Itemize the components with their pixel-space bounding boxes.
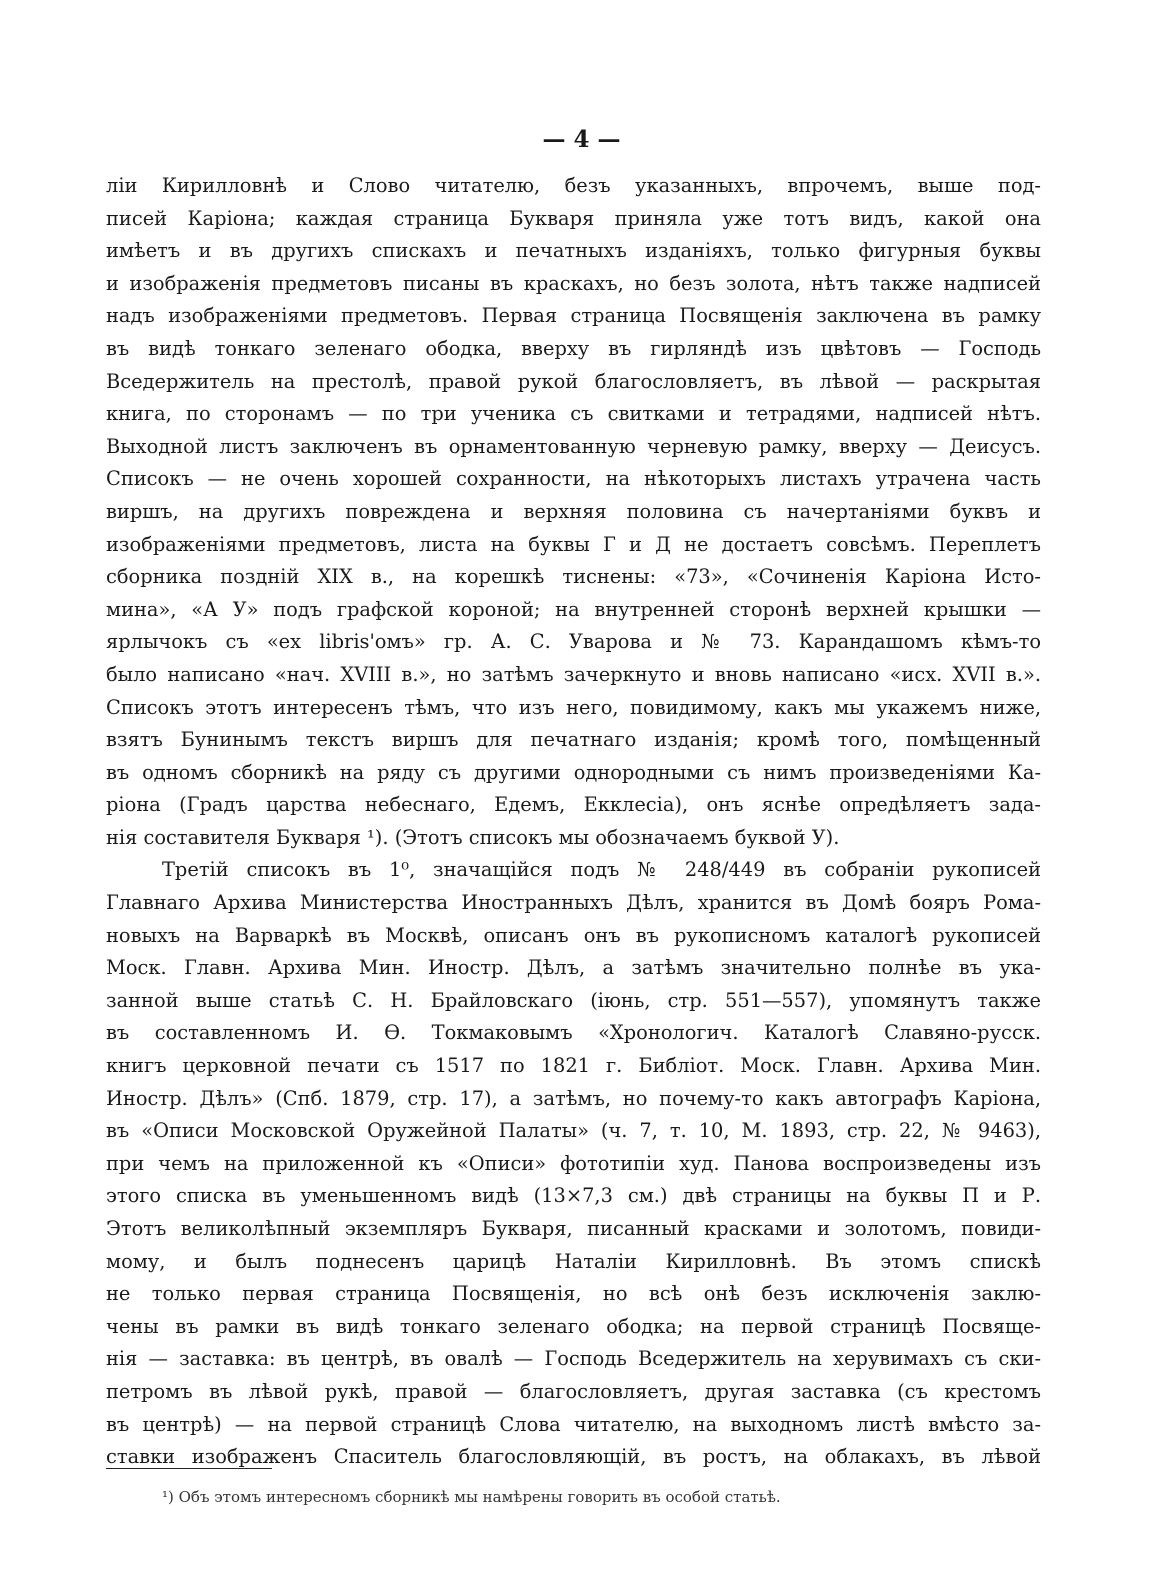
text-line: взятъ Бунинымъ текстъ виршъ для печатнаго изданія; кромѣ того, помѣщенный (106, 728, 1041, 752)
text-line: занной выше статьѣ С. Н. Брайловскаго (іюнь, стр. 551—557), упомянутъ также (106, 988, 1041, 1012)
text-line: писей Каріона; каждая страница Букваря приняла уже тотъ видъ, какой она (106, 206, 1041, 230)
text-line: Выходной листъ заключенъ въ орнаментованную черневую рамку, вверху — Деисусъ. (106, 434, 1041, 458)
page-number: — 4 — (542, 126, 621, 153)
text-line: въ одномъ сборникѣ на ряду съ другими однородными съ нимъ произведеніями Ка- (106, 760, 1041, 784)
text-line: книга, по сторонамъ — по три ученика съ свитками и тетрадями, надписей нѣтъ. (106, 402, 1041, 426)
text-line: въ центрѣ) — на первой страницѣ Слова читателю, на выходномъ листѣ вмѣсто за- (106, 1412, 1041, 1436)
text-line: и изображенія предметовъ писаны въ краскахъ, но безъ золота, нѣтъ также надписей (106, 271, 1041, 295)
text-line: виршъ, на другихъ повреждена и верхняя половина съ начертаніями буквъ и (106, 499, 1041, 523)
text-line: нія составителя Букваря ¹). (Этотъ списокъ мы обозначаемъ буквой У). (106, 825, 840, 849)
text-line: книгъ церковной печати съ 1517 по 1821 г. Библіот. Моск. Главн. Архива Мин. (106, 1054, 1041, 1078)
main-text (106, 170, 1041, 1474)
text-line: ярлычокъ съ «ex libris'омъ» гр. А. С. Уварова и № 73. Карандашомъ кѣмъ-то (106, 630, 1041, 654)
text-line: чены въ рамки въ видѣ тонкаго зеленаго ободка; на первой страницѣ Посвяще- (106, 1314, 1041, 1338)
text-line: нія — заставка: въ центрѣ, въ овалѣ — Господь Вседержитель на херувимахъ съ ски- (106, 1347, 1041, 1371)
text-line: въ «Описи Московской Оружейной Палаты» (ч. 7, т. 10, М. 1893, стр. 22, № 9463), (106, 1119, 1041, 1143)
text-line: изображеніями предметовъ, листа на буквы Г и Д не достаетъ совсѣмъ. Переплетъ (106, 532, 1041, 556)
text-line: Вседержитель на престолѣ, правой рукой благословляетъ, въ лѣвой — раскрытая (106, 369, 1041, 393)
text-line: Списокъ этотъ интересенъ тѣмъ, что изъ него, повидимому, какъ мы укажемъ ниже, (106, 695, 1041, 719)
text-line: сборника поздній XIX в., на корешкѣ тиснены: «73», «Сочиненія Каріона Исто- (106, 565, 1041, 589)
text-line: петромъ въ лѣвой рукѣ, правой — благословляетъ, другая заставка (съ крестомъ (106, 1379, 1041, 1403)
text-line: надъ изображеніями предметовъ. Первая страница Посвященія заключена въ рамку (106, 304, 1041, 328)
text-line: ріона (Градъ царства небеснаго, Едемъ, Екклесіа), онъ яснѣе опредѣляетъ зада- (106, 793, 1041, 817)
text-line: Третій списокъ въ 1⁰, значащійся подъ № 248/449 въ собраніи рукописей (162, 858, 1041, 882)
text-line: мому, и былъ поднесенъ царицѣ Наталіи Кирилловнѣ. Въ этомъ спискѣ (106, 1249, 1041, 1273)
text-line: Главнаго Архива Министерства Иностранныхъ Дѣлъ, хранится въ Домѣ бояръ Рома- (106, 891, 1041, 915)
text-line: при чемъ на приложенной къ «Описи» фототипіи худ. Панова воспроизведены изъ (106, 1151, 1041, 1175)
text-line: въ видѣ тонкаго зеленаго ободка, вверху въ гирляндѣ изъ цвѣтовъ — Господь (106, 336, 1041, 360)
text-line: ставки изображенъ Спаситель благословляющій, въ ростъ, на облакахъ, въ лѣвой (106, 1445, 1041, 1469)
text-line: Моск. Главн. Архива Мин. Иностр. Дѣлъ, а затѣмъ значительно полнѣе въ ука- (106, 956, 1041, 980)
text-line: новыхъ на Варваркѣ въ Москвѣ, описанъ онъ въ рукописномъ каталогѣ рукописей (106, 923, 1041, 947)
footnote: ¹) Объ этомъ интересномъ сборникѣ мы намѣрены говорить въ особой статьѣ. (162, 1488, 781, 1506)
text-line: Списокъ — не очень хорошей сохранности, на нѣкоторыхъ листахъ утрачена часть (106, 467, 1041, 491)
text-line: имѣетъ и въ другихъ спискахъ и печатныхъ изданіяхъ, только фигурныя буквы (106, 239, 1041, 263)
footnote-divider (106, 1468, 272, 1469)
text-line: не только первая страница Посвященія, но всѣ онѣ безъ исключенія заклю- (106, 1282, 1041, 1306)
text-line: ліи Кирилловнѣ и Слово читателю, безъ указанныхъ, впрочемъ, выше под- (106, 174, 1041, 197)
text-line: Иностр. Дѣлъ» (Спб. 1879, стр. 17), а затѣмъ, но почему-то какъ автографъ Каріона, (106, 1086, 1041, 1110)
text-line: было написано «нач. XVIII в.», но затѣмъ зачеркнуто и вновь написано «исх. XVII в.». (106, 662, 1041, 686)
text-line: этого списка въ уменьшенномъ видѣ (13×7,3 см.) двѣ страницы на буквы П и Р. (106, 1184, 1041, 1208)
text-line: Этотъ великолѣпный экземпляръ Букваря, писанный красками и золотомъ, повиди- (106, 1217, 1041, 1240)
text-line: мина», «А У» подъ графской короной; на внутренней сторонѣ верхней крышки — (106, 597, 1041, 621)
text-line: въ составленномъ И. Ѳ. Токмаковымъ «Хронологич. Каталогѣ Славяно-русск. (106, 1021, 1041, 1045)
